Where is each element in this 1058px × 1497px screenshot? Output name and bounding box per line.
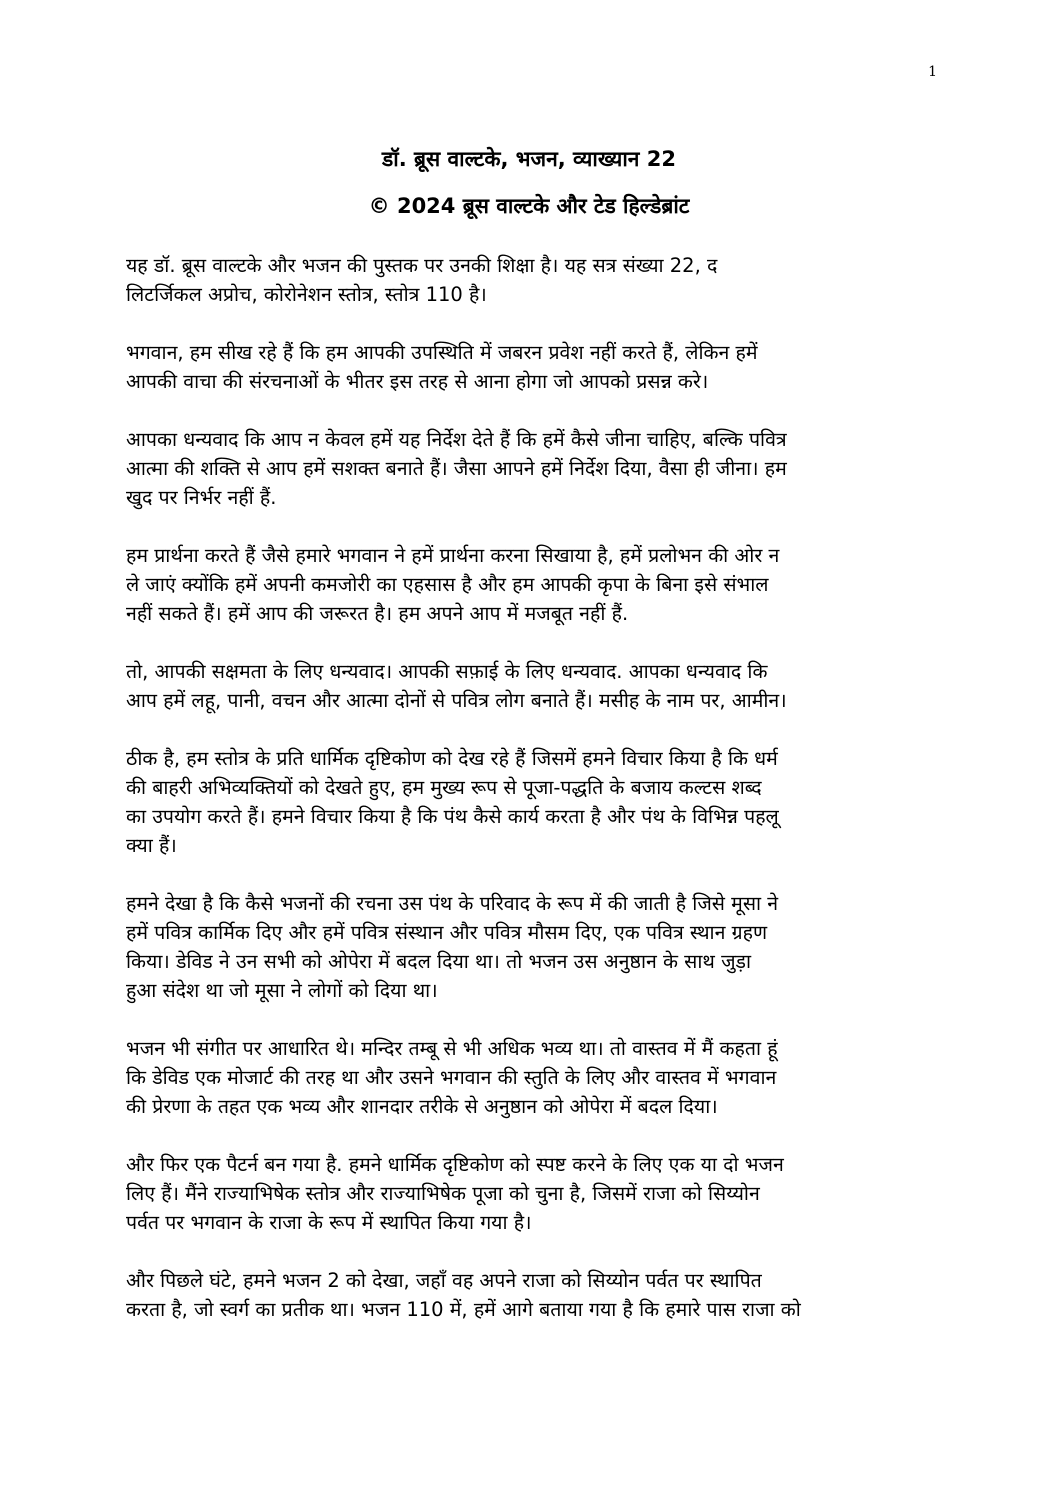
paragraph-line: भगवान, हम सीख रहे हैं कि हम आपकी उपस्थिति में जबरन प्रवेश नहीं करते हैं, लेकिन हमें [126,341,758,364]
paragraph-line: का उपयोग करते हैं। हमने विचार किया है कि पंथ कैसे कार्य करता है और पंथ के विभिन्न पहलू [126,805,779,828]
paragraph-line: लिए हैं। मैंने राज्याभिषेक स्तोत्र और राज्याभिषेक पूजा को चुना है, जिसमें राजा को सिय्योन [126,1182,760,1205]
paragraph-line: ठीक है, हम स्तोत्र के प्रति धार्मिक दृष्टिकोण को देख रहे हैं जिसमें हमने विचार किया है कि धर्म [126,747,778,770]
paragraph-line: और पिछले घंटे, हमने भजन 2 को देखा, जहाँ वह अपने राजा को सिय्योन पर्वत पर स्थापित [126,1269,762,1292]
paragraph-line: हुआ संदेश था जो मूसा ने लोगों को दिया था। [126,979,438,1002]
paragraph-line: हम प्रार्थना करते हैं जैसे हमारे भगवान ने हमें प्रार्थना करना सिखाया है, हमें प्रलोभन की ओर न [126,544,780,567]
paragraph-line: आत्मा की शक्ति से आप हमें सशक्त बनाते हैं। जैसा आपने हमें निर्देश दिया, वैसा ही जीना। हम [126,457,787,480]
body-paragraph [126,889,938,1005]
body-paragraph [126,425,938,512]
title-line-1: डॉ. ब्रूस वाल्टके, भजन, व्याख्यान 22 [382,147,676,171]
document-title [0,136,1058,230]
paragraph-line: लिटर्जिकल अप्रोच, कोरोनेशन स्तोत्र, स्तोत्र 110 है। [126,283,487,306]
paragraph-line: की बाहरी अभिव्यक्तियों को देखते हुए, हम मुख्य रूप से पूजा-पद्धति के बजाय कल्टस शब्द [126,776,762,799]
paragraph-line: यह डॉ. ब्रूस वाल्टके और भजन की पुस्तक पर उनकी शिक्षा है। यह सत्र संख्या 22, द [126,254,718,277]
paragraph-line: करता है, जो स्वर्ग का प्रतीक था। भजन 110 में, हमें आगे बताया गया है कि हमारे पास राजा को [126,1298,801,1321]
paragraph-line: तो, आपकी सक्षमता के लिए धन्यवाद। आपकी सफ़ाई के लिए धन्यवाद. आपका धन्यवाद कि [126,660,768,683]
paragraph-line: आपका धन्यवाद कि आप न केवल हमें यह निर्देश देते हैं कि हमें कैसे जीना चाहिए, बल्कि पवित्र [126,428,787,451]
paragraph-line: खुद पर निर्भर नहीं हैं. [126,486,277,509]
body-paragraph [126,657,938,715]
body-paragraph [126,1034,938,1121]
body-paragraph [126,338,938,396]
paragraph-line: हमें पवित्र कार्मिक दिए और हमें पवित्र संस्थान और पवित्र मौसम दिए, एक पवित्र स्थान ग्रहण [126,921,768,944]
body-paragraph [126,744,938,860]
paragraph-line: और फिर एक पैटर्न बन गया है. हमने धार्मिक दृष्टिकोण को स्पष्ट करने के लिए एक या दो भजन [126,1153,784,1176]
page-number: 1 [928,64,937,80]
paragraph-line: आपकी वाचा की संरचनाओं के भीतर इस तरह से आना होगा जो आपको प्रसन्न करे। [126,370,709,393]
paragraph-line: नहीं सकते हैं। हमें आप की जरूरत है। हम अपने आप में मजबूत नहीं हैं. [126,602,629,625]
paragraph-line: पर्वत पर भगवान के राजा के रूप में स्थापित किया गया है। [126,1211,532,1234]
paragraph-line: किया। डेविड ने उन सभी को ओपेरा में बदल दिया था। तो भजन उस अनुष्ठान के साथ जुड़ा [126,950,752,973]
paragraph-line: कि डेविड एक मोजार्ट की तरह था और उसने भगवान की स्तुति के लिए और वास्तव में भगवान [126,1066,777,1089]
title-line-2: © 2024 ब्रूस वाल्टके और टेड हिल्डेब्रांट [368,194,690,218]
body-paragraph [126,251,938,309]
paragraph-line: की प्रेरणा के तहत एक भव्य और शानदार तरीके से अनुष्ठान को ओपेरा में बदल दिया। [126,1095,718,1118]
body-paragraph [126,1266,938,1324]
paragraph-line: हमने देखा है कि कैसे भजनों की रचना उस पंथ के परिवाद के रूप में की जाती है जिसे मूसा ने [126,892,779,915]
document-body [126,251,938,1353]
body-paragraph [126,1150,938,1237]
paragraph-line: भजन भी संगीत पर आधारित थे। मन्दिर तम्बू से भी अधिक भव्य था। तो वास्तव में मैं कहता हूं [126,1037,778,1060]
paragraph-line: ले जाएं क्योंकि हमें अपनी कमजोरी का एहसास है और हम आपकी कृपा के बिना इसे संभाल [126,573,769,596]
body-paragraph [126,541,938,628]
paragraph-line: क्या हैं। [126,834,177,857]
paragraph-line: आप हमें लहू, पानी, वचन और आत्मा दोनों से पवित्र लोग बनाते हैं। मसीह के नाम पर, आमीन। [126,689,787,712]
